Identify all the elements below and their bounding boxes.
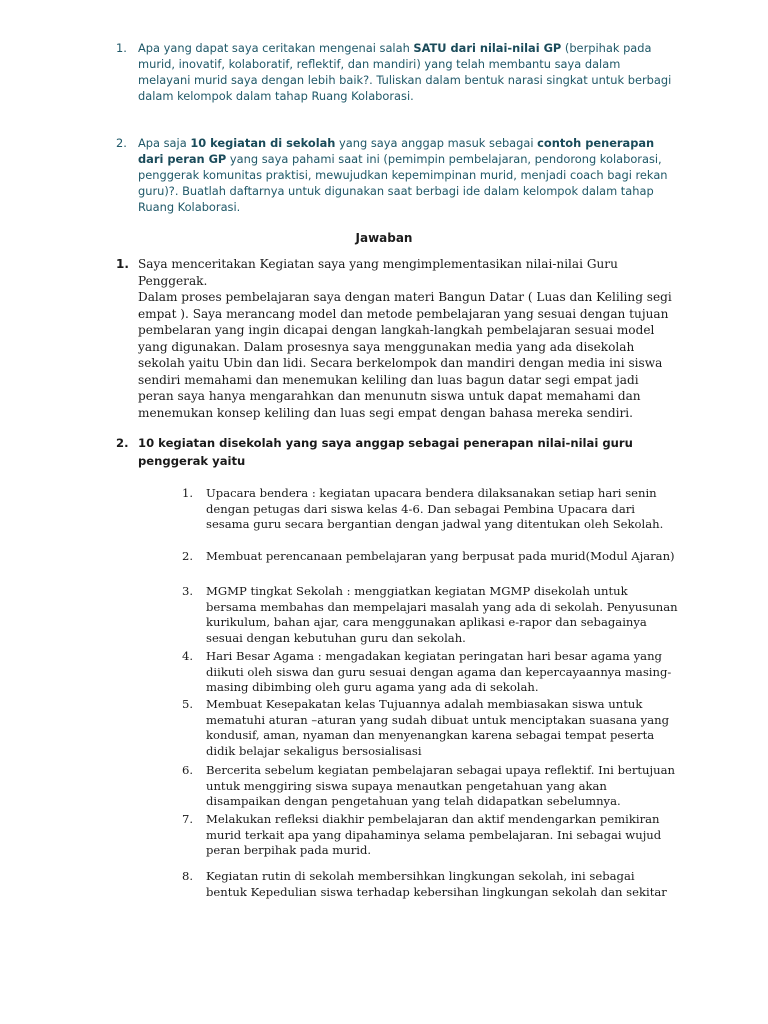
activity-text: Bercerita sebelum kegiatan pembelajaran sebagai upaya reflektif. Ini bertujuan untuk menggiring siswa supaya menautkan pengetahuan yang akan disampaikan dengan pengetahuan yang telah didapatkan sebelumnya. bbox=[206, 763, 675, 808]
answer-1-paragraph: Dalam proses pembelajaran saya dengan materi Bangun Datar ( Luas dan Keliling segi empat ). Saya merancang model dan metode pembelajaran yang sesuai dengan tujuan pembelaran yang ingin dicapai dengan langkah-langkah pembelajaran sesuai model yang digunakan. Dalam prosesnya saya menggunakan media yang ada disekolah sekolah yaitu Ubin dan lidi. Secara berkelompok dan mandiri dengan media ini siswa sendiri memahami dan menemukan keliling dan luas bagun datar segi empat jadi peran saya hanya mengarahkan dan menunutn siswa untuk dapat memahami dan menemukan konsep keliling dan luas segi empat dengan bahasa mereka sendiri. bbox=[138, 290, 672, 420]
question-2-text-part: yang saya pahami saat ini (pemimpin pembelajaran, pendorong kolaborasi, penggerak komunitas praktisi, mewujudkan kepemimpinan murid, menjadi coach bagi rekan guru)?. Buatlah daftarnya untuk digunakan saat berbagi ide dalam kelompok dalam tahap Ruang Kolaborasi. bbox=[138, 152, 668, 214]
question-2 bbox=[116, 135, 676, 215]
answer-2-intro-text: 10 kegiatan disekolah yang saya anggap sebagai penerapan nilai-nilai guru penggerak yaitu bbox=[138, 436, 633, 468]
activity-item bbox=[182, 584, 679, 646]
activity-text: Upacara bendera : kegiatan upacara bendera dilaksanakan setiap hari senin dengan petugas dari siswa kelas 4-6. Dan sebagai Pembina Upacara dari sesama guru secara bergantian dengan jadwal yang ditentukan oleh Sekolah. bbox=[206, 486, 664, 531]
answer-1-number: 1. bbox=[116, 257, 129, 271]
activity-number: 1. bbox=[182, 486, 194, 500]
activity-number: 7. bbox=[182, 812, 194, 826]
activity-item bbox=[182, 812, 679, 859]
activity-number: 5. bbox=[182, 697, 194, 711]
answer-1-paragraph: Saya menceritakan Kegiatan saya yang mengimplementasikan nilai-nilai Guru Penggerak. bbox=[138, 257, 618, 288]
answer-2-number: 2. bbox=[116, 436, 129, 450]
answer-1-body bbox=[138, 256, 678, 421]
question-1-number: 1. bbox=[116, 41, 127, 55]
activity-item bbox=[182, 763, 679, 810]
activity-number: 8. bbox=[182, 869, 194, 883]
activity-number: 3. bbox=[182, 584, 194, 598]
question-2-text-part: yang saya anggap masuk sebagai bbox=[335, 136, 538, 150]
activity-text: Kegiatan rutin di sekolah membersihkan lingkungan sekolah, ini sebagai bentuk Kepedulian siswa terhadap kebersihan lingkungan sekolah dan sekitar bbox=[206, 869, 667, 899]
activity-item bbox=[182, 649, 679, 696]
activity-text: MGMP tingkat Sekolah : menggiatkan kegiatan MGMP disekolah untuk bersama membahas dan mempelajari masalah yang ada di sekolah. Penyusunan kurikulum, bahan ajar, cara menggunakan aplikasi e-rapor dan sebagainya sesuai dengan kebutuhan guru dan sekolah. bbox=[206, 584, 678, 645]
answer-heading: Jawaban bbox=[355, 231, 413, 245]
activity-number: 6. bbox=[182, 763, 194, 777]
activity-item bbox=[182, 486, 679, 533]
activity-text: Hari Besar Agama : mengadakan kegiatan peringatan hari besar agama yang diikuti oleh siswa dan guru sesuai dengan agama dan kepercayaannya masing-masing dibimbing oleh guru agama yang ada di sekolah. bbox=[206, 649, 672, 694]
question-2-number: 2. bbox=[116, 136, 127, 150]
question-1-text bbox=[138, 40, 676, 104]
question-2-emphasis: 10 kegiatan di sekolah bbox=[190, 136, 336, 150]
activity-text: Melakukan refleksi diakhir pembelajaran dan aktif mendengarkan pemikiran murid terkait apa yang dipahaminya selama pembelajaran. Ini sebagai wujud peran berpihak pada murid. bbox=[206, 812, 662, 857]
question-1-text-part: Apa yang dapat saya ceritakan mengenai salah bbox=[138, 41, 414, 55]
activity-text: Membuat Kesepakatan kelas Tujuannya adalah membiasakan siswa untuk mematuhi aturan –aturan yang sudah dibuat untuk menciptakan suasana yang kondusif, aman, nyaman dan menyenangkan karena sebagai tempat peserta didik belajar sekaligus bersosialisasi bbox=[206, 697, 670, 758]
activity-number: 2. bbox=[182, 549, 194, 563]
activity-number: 4. bbox=[182, 649, 194, 663]
question-2-text-part: Apa saja bbox=[138, 136, 191, 150]
activity-item bbox=[182, 549, 679, 565]
question-1-emphasis: SATU dari nilai-nilai GP bbox=[413, 41, 562, 55]
question-1-text-part: (berpihak pada murid, inovatif, kolaboratif, reflektif, dan mandiri) yang telah membantu saya dalam melayani murid saya dengan lebih baik?. Tuliskan dalam bentuk narasi singkat untuk berbagi dalam kelompok dalam tahap Ruang Kolaborasi. bbox=[138, 41, 672, 103]
question-1 bbox=[116, 40, 676, 104]
question-2-emphasis: contoh penerapan dari peran GP bbox=[138, 136, 655, 166]
answer-2-intro bbox=[116, 435, 678, 470]
question-2-text bbox=[138, 135, 676, 215]
activity-item bbox=[182, 869, 679, 900]
activity-text: Membuat perencanaan pembelajaran yang berpusat pada murid(Modul Ajaran) bbox=[206, 549, 675, 563]
answer-1 bbox=[116, 256, 678, 421]
activity-item bbox=[182, 697, 679, 759]
